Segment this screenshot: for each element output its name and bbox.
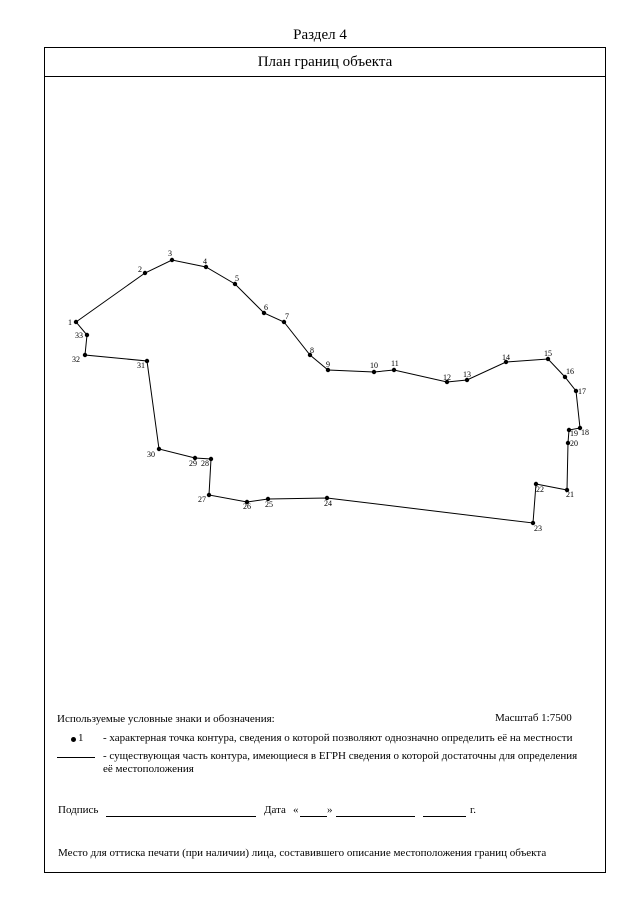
contour-point-label-5: 5 xyxy=(235,274,239,283)
contour-point-label-10: 10 xyxy=(370,361,378,370)
contour-point-11 xyxy=(392,368,396,372)
contour-point-label-13: 13 xyxy=(463,370,471,379)
contour-point-label-33: 33 xyxy=(75,331,83,340)
contour-point-label-4: 4 xyxy=(203,257,207,266)
legend-point-description: - характерная точка контура, сведения о которой позволяют однозначно определить её на местности xyxy=(103,732,573,744)
year-suffix: г. xyxy=(470,804,477,816)
contour-point-30 xyxy=(157,447,161,451)
contour-point-label-1: 1 xyxy=(68,318,72,327)
contour-point-label-20: 20 xyxy=(570,439,578,448)
contour-point-label-26: 26 xyxy=(243,502,251,511)
contour-point-label-30: 30 xyxy=(147,450,155,459)
contour-point-label-11: 11 xyxy=(391,359,399,368)
contour-point-label-16: 16 xyxy=(566,367,574,376)
date-label: Дата xyxy=(264,804,286,816)
legend-line-description-cont: её местоположения xyxy=(103,763,194,775)
contour-point-1 xyxy=(74,320,78,324)
contour-point-label-14: 14 xyxy=(502,353,510,362)
contour-point-label-23: 23 xyxy=(534,524,542,533)
contour-point-33 xyxy=(85,333,89,337)
contour-point-2 xyxy=(143,271,147,275)
contour-point-label-25: 25 xyxy=(265,500,273,509)
contour-point-label-17: 17 xyxy=(578,387,586,396)
date-quote-open: « xyxy=(293,804,299,816)
contour-point-label-7: 7 xyxy=(285,312,289,321)
signature-label: Подпись xyxy=(58,804,99,816)
contour-point-label-18: 18 xyxy=(581,428,589,437)
contour-point-label-32: 32 xyxy=(72,355,80,364)
date-quote-close: » xyxy=(327,804,333,816)
signature-line xyxy=(106,816,256,817)
contour-point-label-21: 21 xyxy=(566,490,574,499)
boundary-contour-line xyxy=(76,260,580,523)
contour-point-label-8: 8 xyxy=(310,346,314,355)
contour-point-32 xyxy=(83,353,87,357)
contour-point-label-31: 31 xyxy=(137,361,145,370)
contour-point-31 xyxy=(145,359,149,363)
contour-point-27 xyxy=(207,493,211,497)
contour-point-label-19: 19 xyxy=(570,429,578,438)
legend-line-description: - существующая часть контура, имеющиеся в ЕГРН сведения о которой достаточны для определения xyxy=(103,750,578,762)
contour-point-label-3: 3 xyxy=(168,249,172,258)
plan-title: План границ объекта xyxy=(45,48,605,77)
date-day-line xyxy=(300,816,327,817)
contour-point-label-27: 27 xyxy=(198,495,206,504)
contour-point-label-12: 12 xyxy=(443,373,451,382)
contour-point-label-24: 24 xyxy=(324,499,332,508)
date-year-line xyxy=(423,816,466,817)
contour-point-label-9: 9 xyxy=(326,360,330,369)
legend-heading: Используемые условные знаки и обозначения: xyxy=(57,713,275,725)
legend-point-icon xyxy=(71,737,76,742)
scale-label: Масштаб 1:7500 xyxy=(495,712,572,724)
contour-point-label-22: 22 xyxy=(536,485,544,494)
contour-point-28 xyxy=(209,457,213,461)
legend-line-icon xyxy=(57,757,95,758)
contour-point-10 xyxy=(372,370,376,374)
section-title: Раздел 4 xyxy=(293,27,347,43)
stamp-note: Место для оттиска печати (при наличии) лица, составившего описание местоположения границ объекта xyxy=(58,847,547,859)
contour-point-label-28: 28 xyxy=(201,459,209,468)
contour-point-label-6: 6 xyxy=(264,303,268,312)
contour-point-label-29: 29 xyxy=(189,459,197,468)
contour-point-label-2: 2 xyxy=(138,265,142,274)
legend-point-sample-label: 1 xyxy=(78,732,84,744)
contour-point-label-15: 15 xyxy=(544,349,552,358)
date-month-line xyxy=(336,816,415,817)
contour-point-3 xyxy=(170,258,174,262)
